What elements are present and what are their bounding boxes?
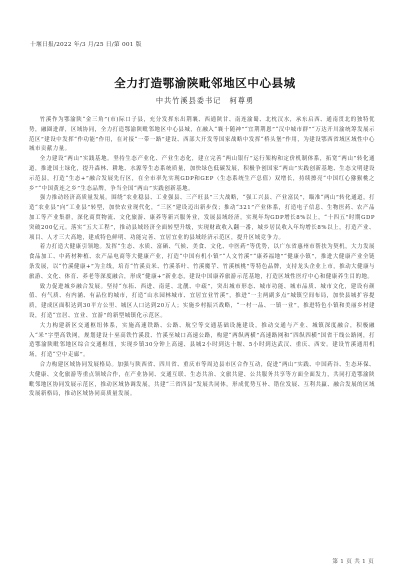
- paragraph-intro: 竹溪作为鄂渝陕“金三角”(市)际口子县，充分发挥东出荆襄、西通陕甘、南连渝蜀、北枕汉水，承东启西、通南贯北的独特优势，融圈进群，区域协同，全力打造鄂渝陕毗邻地区中心县城，在融入“襄十随神”“宜荆荆恩”“汉中城市群”“万达开川渝统筹发展示范区”建设中发挥“作功能”作用，在对接“一带一路”建设、西部大开发等国家战略中发挥“桥头堡”作用，为建设鄂西省域区域性中心城市贡献力量。: [29, 117, 375, 153]
- paragraph-economy: 强力推动经济高质量发展。围绕“农业稳县、工业强县、三产旺县”三大战略，“强工兴县、产业富民”，瞄准“两山”转化通道，打造“农业县”向“工业县”转型，加快农业现代化，“三区”建设迈出新步伐；推动“321”产业体系，打造电子信息、生物医药、农产品加工等产业集群，深化商贸物流、文化旅游、康养等新兴服务业，发展县域经济，实现年均GDP增长8%以上，“十四五”时期GDP突破200亿元。落实“五大工程”，推动县域经济全面转型升级，实现财政收入翻一番，城乡居民收入年均增长8%以上，打造产业、项目、人才三大高地，建成特色鲜明、功能完善、宜居宜业的县域经济示范区，提升区域竞争力。: [29, 195, 375, 241]
- article-title: 全力打造鄂渝陕毗邻地区中心县城: [114, 76, 296, 90]
- paragraph-transport: 大力构建新区交通枢纽体系，实施高速铁路、公路、航空等交通基础设施建设，推动交通与产业、城镇深度融合，积极融入“米”字型高铁网，规划建设十巫高铁竹溪段、竹溪至城口高速公路，构建“两纵两横”高速路网和“四纵四横”国省干线公路网，打造鄂渝陕毗邻地区综合交通枢纽，实现乡镇30分钟上高速、县城2小时到达十堰、5小时到达武汉、重庆、西安。建设竹溪通用机场，打造“空中走廊”。: [29, 322, 375, 359]
- paragraph-urban-rural: 致力促进城乡融合发展。坚持“东拓、西进、南延、北靓、中疏”，突出城市形态、城市功能、城市品质、城市文化，建设有颜值、有气质、有内涵、有品位的城市，打造“山水园林城市、宜居宜业竹溪”，推进“一主两副多点”城镇空间布局，加快县城扩容提质，建成区面积达到30平方公里、城区人口达到20万人；实施乡村振兴战略，“一村一品、一镇一业”，推进特色小镇和美丽乡村建设，打造“宜居、宜业、宜游”的新型城镇化示范区。: [29, 283, 375, 319]
- paragraph-ecology: 全力建设“两山”实践基地。坚持生态产业化、产业生态化，建立完善“两山银行”运行架构和定价机制体系，拓宽“两山”转化通道，推进国土绿化，提升森林、耕地、水源等生态系统质量，加快绿色低碳发展，积极争创国家“两山”实践创新基地、生态文明建设示范县，打造“生态+”融合发展先行区，在全市率先实现GDP和GEP（生态系统生产总值）双增长，持续擦亮“中国红心猕猴桃之乡”“中国黄连之乡”生态品牌，争当全国“两山”实践创新基地。: [29, 156, 375, 192]
- paragraph-regional: 合力构建区域协同发展格局。加强与陕西省、四川省、重庆市等周边县市区合作互动，促进“两山”实践、中国药谷、生态环保、大健康、文化旅游等重点领域合作，在产业协同、交通互联、生态共治、文旅共建、公共服务共享等方面全面发力，共同打造鄂渝陕毗邻地区协同发展示范区，推动区域协调发展，共建“三省四县”发展共同体，形成优势互补、错位发展、互利共赢、融合发展的区域发展新格局，推动区域协同高质量发展。: [29, 361, 375, 398]
- page-number: 第 1 页 共 1 页: [332, 559, 374, 565]
- newspaper-source-line: 十堰日报/2022 年/3 月/25 日/第 001 版: [30, 42, 142, 48]
- paragraph-health: 着力打造大健康引领地。发挥“生态、水质、富硒、气候、美食、文化、中医药”等优势，以广东省惠州市帮扶为契机，大力发展食品加工、中药材种植、农产品电商等大健康产业，打造“中国有机小镇”“人文竹溪”“康养福地”“健康小镇”，推进大健康产业全链条发展，以“竹溪健康+”为主线，培育“竹溪贡米、竹溪茶叶、竹溪魔芋、竹溪核桃”等特色品牌，支持龙头企业上市，推动大健康与旅游、文化、体育、养老等深度融合，形成“健康+”新业态，建设中国康养旅游示范基地，打造区域性医疗中心和健康养生目的地。: [29, 244, 375, 280]
- article-author: 中共竹溪县委书记 柯尊勇: [155, 96, 255, 105]
- article-body: [29, 116, 375, 400]
